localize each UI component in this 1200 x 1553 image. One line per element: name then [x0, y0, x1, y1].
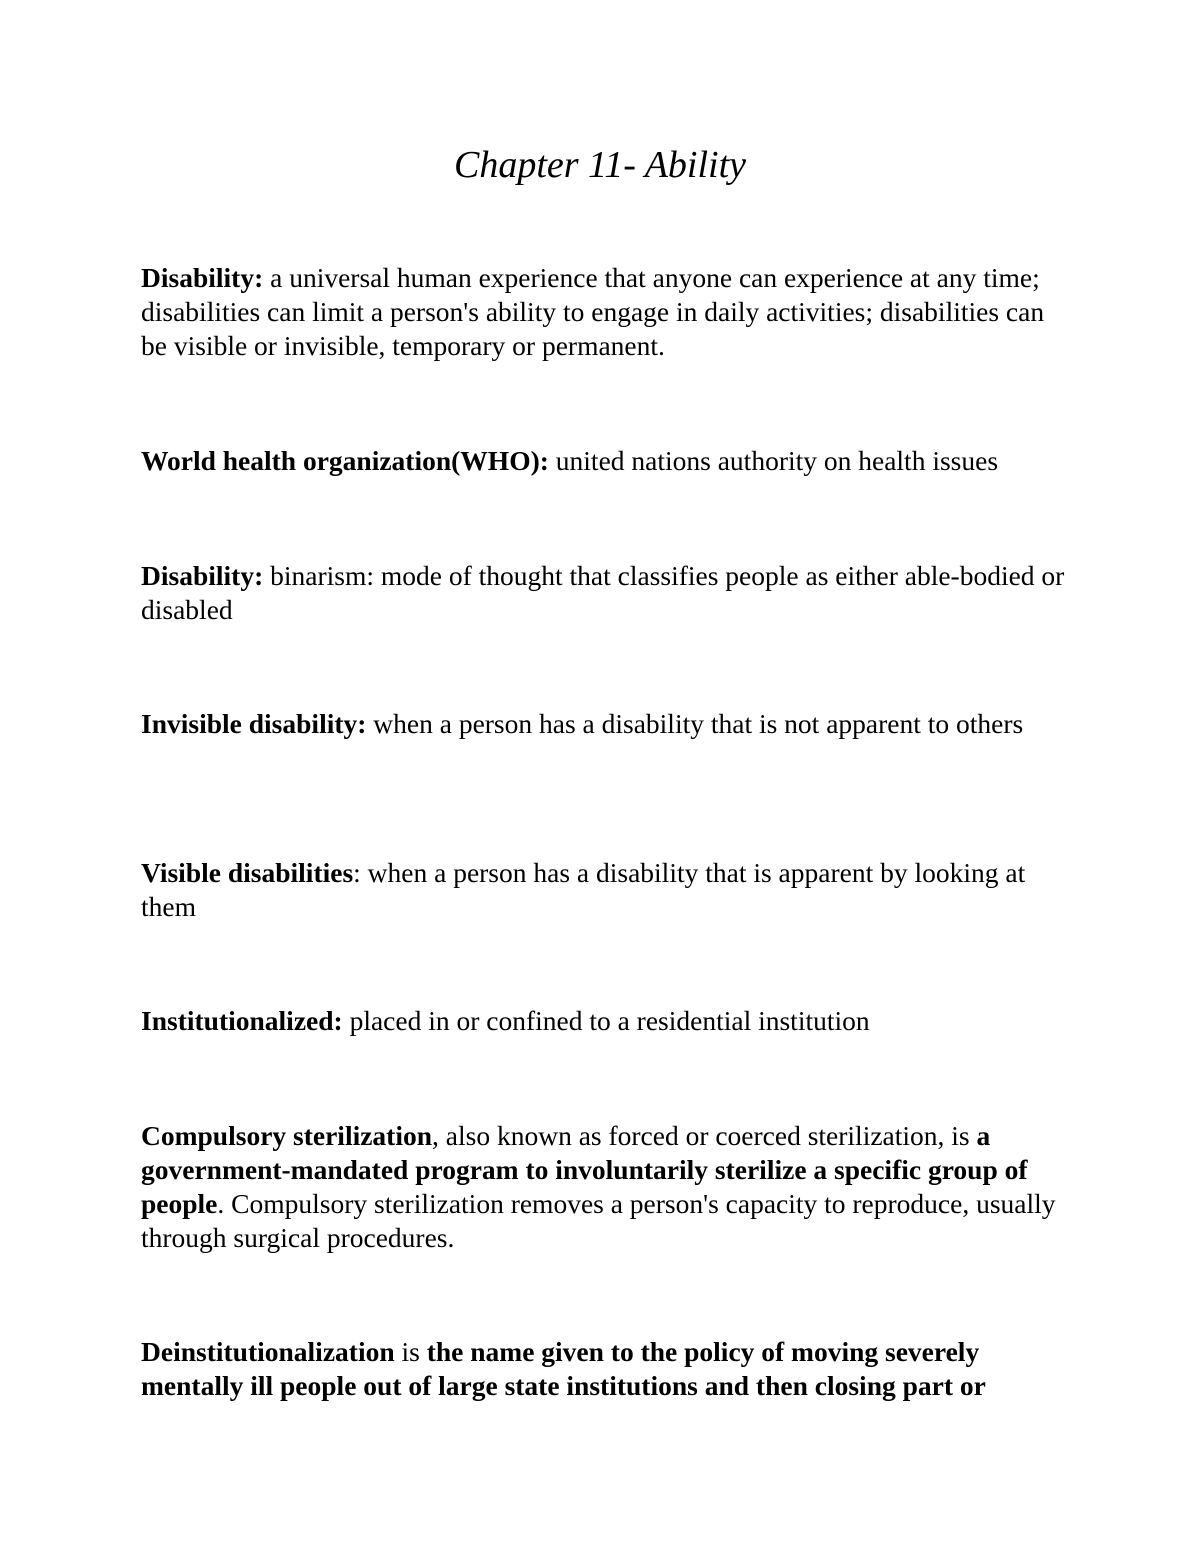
definition-entry: [141, 261, 1071, 363]
definition-text: binarism: mode of thought that classifies people as either able-bodied or disabled: [141, 560, 1065, 625]
definition-entry: [141, 559, 1071, 627]
term: Invisible disability:: [141, 708, 367, 739]
definition-text: . Compulsory sterilization removes a person's capacity to reproduce, usually through surgical procedures.: [141, 1188, 1056, 1253]
term: Disability:: [141, 560, 264, 591]
definition-entry: [141, 1004, 1071, 1038]
definition-entry: [141, 1119, 1071, 1255]
definition-text: placed in or confined to a residential institution: [342, 1005, 870, 1036]
definition-text: a universal human experience that anyone can experience at any time; disabilities can limit a person's ability to engage in daily activities; disabilities can be visible or invisible, temporary or permanent.: [141, 262, 1045, 361]
definition-entry: [141, 707, 1071, 741]
term: World health organization(WHO):: [141, 445, 549, 476]
definition-entry: [141, 1335, 1071, 1403]
definition-bold-text: the name given to the policy of moving severely mentally ill people out of large state institutions and then closing part or: [141, 1336, 986, 1401]
definition-entry: [141, 444, 1071, 478]
definition-text: united nations authority on health issues: [548, 445, 999, 476]
definition-entry: [141, 856, 1071, 924]
definition-text: , also known as forced or coerced sterilization, is: [432, 1120, 977, 1151]
term: Deinstitutionalization: [141, 1336, 395, 1367]
term: Visible disabilities: [141, 857, 354, 888]
term: Compulsory sterilization: [141, 1120, 433, 1151]
term: Institutionalized:: [141, 1005, 343, 1036]
term: Disability:: [141, 262, 264, 293]
definition-text: when a person has a disability that is not apparent to others: [366, 708, 1024, 739]
page-title: Chapter 11- Ability: [453, 144, 746, 186]
definition-bold-text: a government-mandated program to involuntarily sterilize a specific group of people: [141, 1120, 1028, 1219]
definition-text: : when a person has a disability that is apparent by looking at them: [141, 857, 1026, 922]
definition-text: is: [394, 1336, 427, 1367]
